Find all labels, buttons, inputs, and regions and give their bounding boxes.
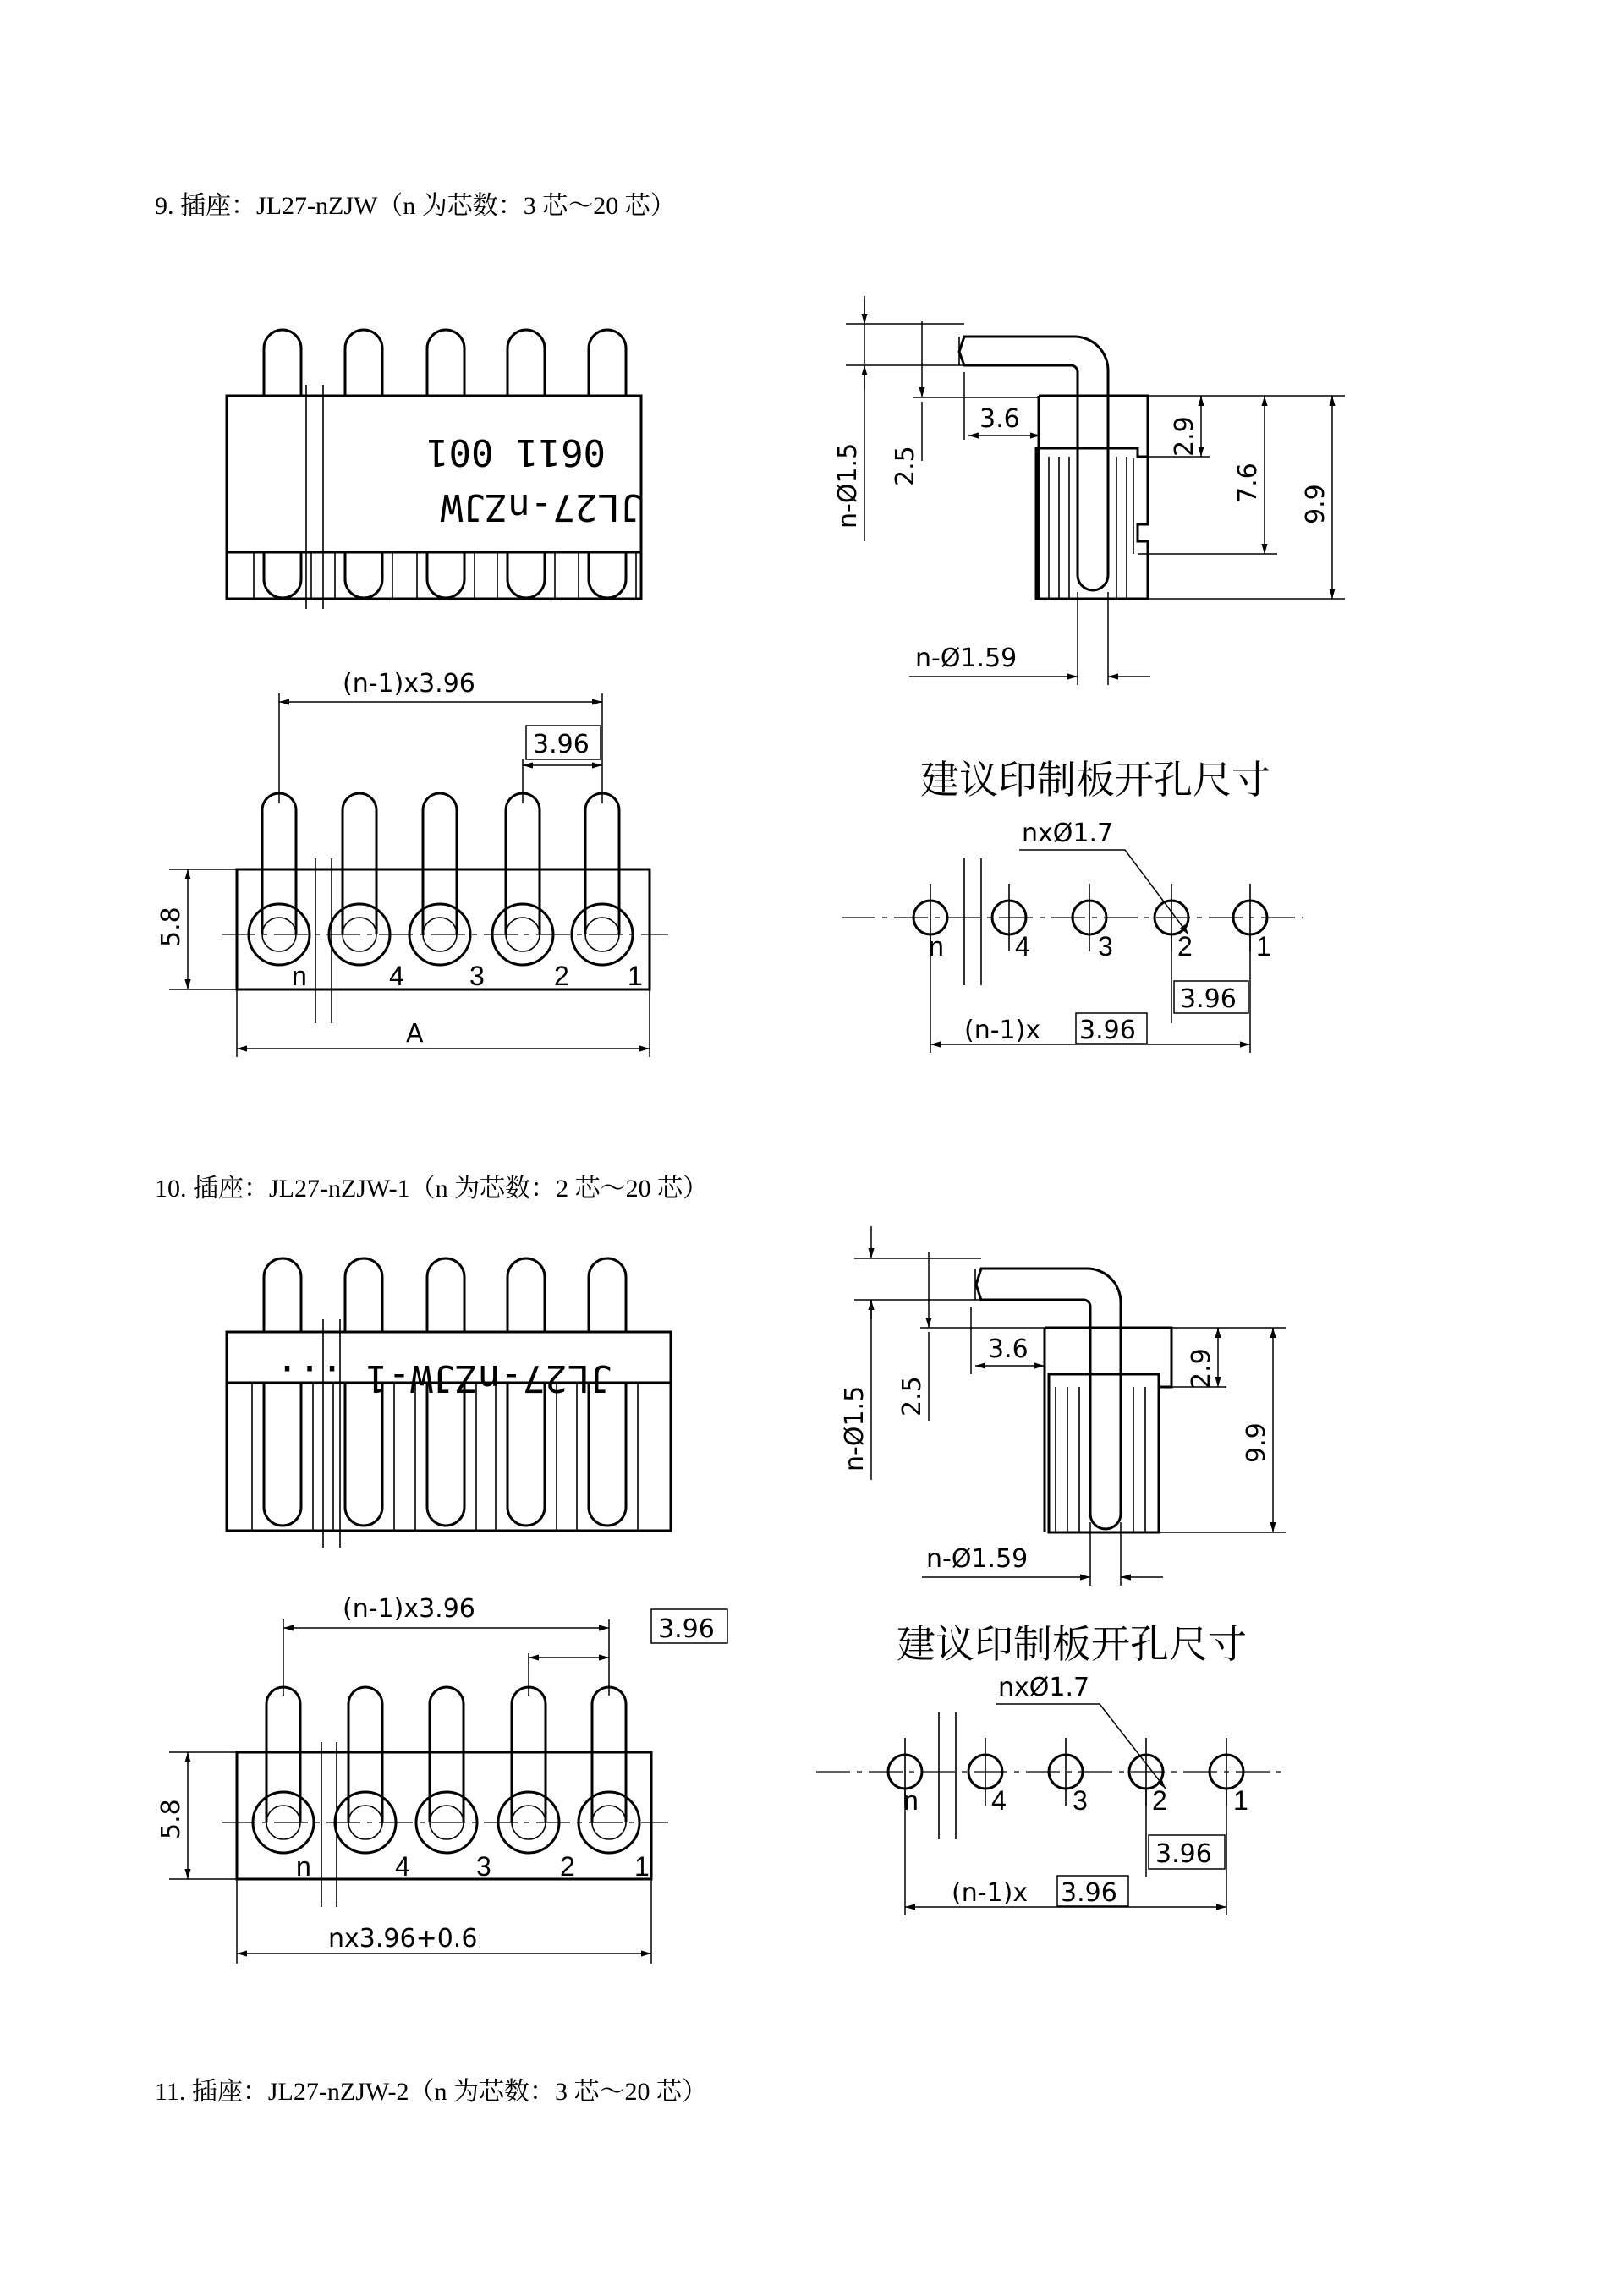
s10-pcb-hole: nxØ1.7 [998, 1673, 1090, 1702]
s10-pcb-total-box: 3.96 [1061, 1878, 1117, 1908]
s9-pin-label-1: 1 [628, 961, 643, 991]
s9-pcb-label-2: 2 [1177, 931, 1193, 962]
s10-top-view [156, 1594, 727, 1964]
s10-dim-length: nx3.96+0.6 [328, 1924, 478, 1954]
s10-pcb-label-n: n [903, 1785, 919, 1816]
s10-pin-label-1: 1 [634, 1851, 650, 1882]
section-11-heading: 11. 插座：JL27-nZJW-2（n 为芯数：3 芯～20 芯） [155, 2078, 708, 2106]
s10-pcb-pitch: 3.96 [1155, 1839, 1212, 1869]
s9-pcb-title: 建议印制板开孔尺寸 [920, 757, 1270, 803]
s9-dim-length: A [406, 1019, 424, 1049]
s10-dim-pitch-total: (n-1)x3.96 [343, 1594, 475, 1624]
s9-pcb-hole: nxØ1.7 [1022, 819, 1114, 848]
s9-pin-label-3: 3 [469, 961, 485, 991]
s10-pin-label-4: 4 [395, 1851, 410, 1882]
s10-side-view [840, 1226, 1286, 1586]
s9-top-view [156, 669, 668, 1057]
s10-dim-2-5: 2.5 [897, 1376, 927, 1417]
s9-pcb-label-3: 3 [1098, 931, 1113, 962]
s10-dim-3-6: 3.6 [988, 1334, 1029, 1364]
s10-pcb-label-4: 4 [991, 1785, 1007, 1816]
s9-dim-pitch-total: (n-1)x3.96 [343, 669, 475, 699]
s9-pcb-pattern [842, 757, 1303, 1053]
s9-pcb-total-box: 3.96 [1079, 1016, 1136, 1045]
s9-pin-label-n: n [292, 961, 307, 991]
s10-dim-9-9: 9.9 [1242, 1422, 1271, 1463]
s9-dim-height: 5.8 [156, 907, 186, 947]
s10-marking-line1: JL27-nZJW-1 ... [276, 1356, 612, 1400]
s10-pin-label-2: 2 [560, 1851, 575, 1882]
s9-pcb-label-n: n [929, 931, 944, 962]
s9-dim-7-6: 7.6 [1233, 463, 1263, 503]
s9-side-view [833, 296, 1345, 685]
s9-pcb-total-prefix: (n-1)x [964, 1016, 1041, 1045]
s9-marking-line1: JL27-nZJW [440, 485, 643, 529]
s9-pin-label-2: 2 [554, 961, 569, 991]
s10-pin-label-3: 3 [476, 1851, 491, 1882]
s10-dim-n-dia-1-5: n-Ø1.5 [840, 1385, 870, 1471]
s10-pcb-pattern [816, 1621, 1286, 1915]
s10-dim-height: 5.8 [156, 1799, 186, 1839]
s10-pcb-total-prefix: (n-1)x [952, 1878, 1029, 1908]
s9-dim-n-dia-1-5: n-Ø1.5 [833, 442, 863, 529]
s10-pin-label-n: n [296, 1851, 311, 1882]
s10-dim-pitch: 3.96 [658, 1614, 715, 1644]
s9-front-view [227, 330, 642, 609]
s9-marking-line2: 0611 001 [426, 430, 606, 474]
s9-pcb-label-1: 1 [1256, 931, 1271, 962]
s10-pcb-title: 建议印制板开孔尺寸 [897, 1621, 1247, 1667]
s9-dim-3-6: 3.6 [979, 404, 1020, 434]
section-10-heading: 10. 插座：JL27-nZJW-1（n 为芯数：2 芯～20 芯） [155, 1175, 709, 1203]
s10-dim-2-9: 2.9 [1187, 1348, 1216, 1389]
s9-dim-2-9: 2.9 [1170, 416, 1199, 457]
section-9-heading: 9. 插座：JL27-nZJW（n 为芯数：3 芯～20 芯） [155, 192, 676, 220]
s9-pin-label-4: 4 [389, 961, 404, 991]
s9-dim-2-5: 2.5 [891, 446, 920, 486]
s9-pcb-pitch: 3.96 [1180, 984, 1237, 1014]
s10-front-view [227, 1258, 671, 1548]
s9-dim-n-dia-1-59: n-Ø1.59 [915, 644, 1018, 673]
s10-dim-n-dia-1-59: n-Ø1.59 [926, 1544, 1029, 1574]
s10-pcb-label-3: 3 [1073, 1785, 1088, 1816]
s9-pcb-label-4: 4 [1015, 931, 1030, 962]
s9-dim-pitch: 3.96 [533, 730, 590, 759]
s10-pcb-label-2: 2 [1152, 1785, 1167, 1816]
s9-dim-9-9: 9.9 [1301, 484, 1330, 524]
s10-pcb-label-1: 1 [1233, 1785, 1248, 1816]
